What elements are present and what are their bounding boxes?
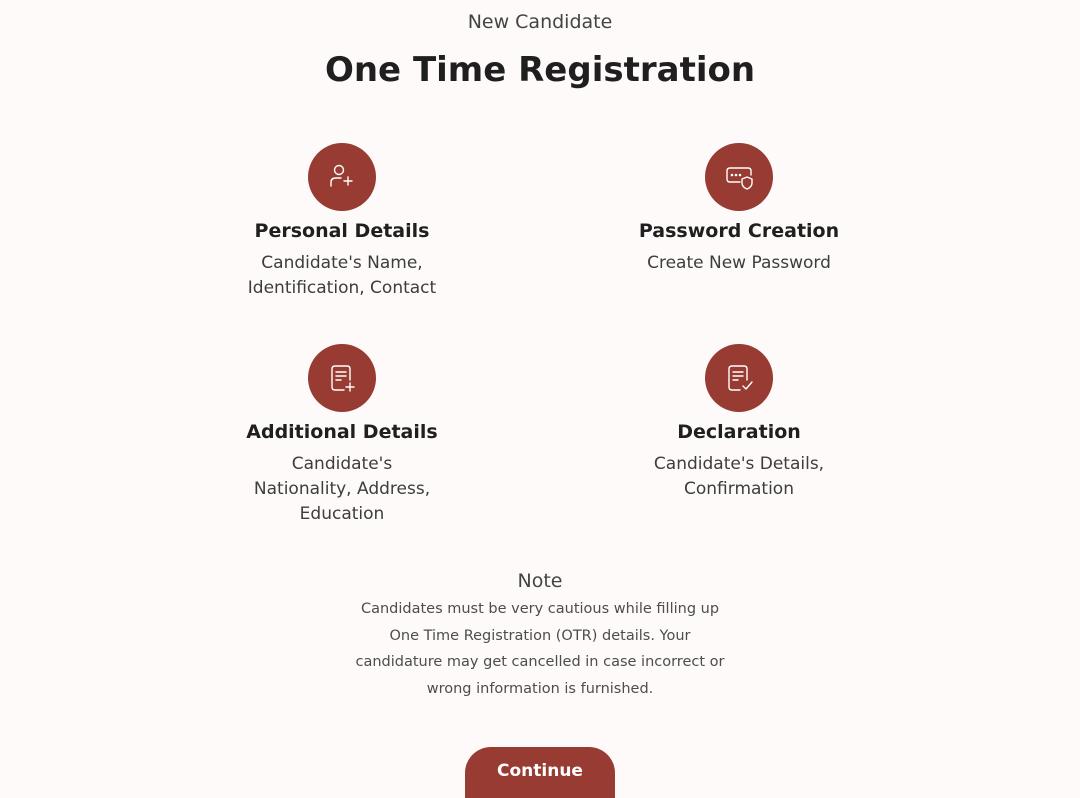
document-check-icon	[705, 344, 773, 412]
step-description-line: Candidate's Name,	[261, 253, 423, 273]
step-title: Personal Details	[254, 220, 430, 242]
step-description-line: Identification, Contact	[247, 278, 437, 298]
step-description	[192, 251, 492, 301]
document-add-icon	[308, 344, 376, 412]
step-title: Declaration	[677, 421, 801, 443]
step-description-line: Create New Password	[647, 253, 831, 273]
note-line: Candidates must be very cautious while filling up	[360, 601, 720, 617]
note-text	[350, 596, 730, 702]
password-shield-icon	[705, 143, 773, 211]
step-password-creation	[589, 143, 889, 276]
step-description	[589, 251, 889, 276]
step-description-line: Candidate's Details,	[653, 454, 825, 474]
step-additional-details	[192, 344, 492, 527]
step-description	[192, 452, 492, 527]
add-user-icon	[308, 143, 376, 211]
step-description-line: Confirmation	[684, 479, 794, 499]
continue-button[interactable]: Continue	[465, 747, 615, 798]
step-description	[589, 452, 889, 502]
note-line: candidature may get cancelled in case incorrect or	[355, 654, 725, 670]
step-description-line: Nationality, Address,	[253, 479, 431, 499]
step-declaration	[589, 344, 889, 502]
note-line: One Time Registration (OTR) details. Your	[389, 627, 691, 644]
note-line: wrong information is furnished.	[426, 680, 654, 697]
note-heading: Note	[517, 570, 563, 592]
page-subtitle: New Candidate	[467, 11, 613, 33]
step-personal-details	[192, 143, 492, 301]
page-title: One Time Registration	[324, 50, 756, 90]
step-title: Additional Details	[246, 421, 438, 443]
step-title: Password Creation	[638, 220, 840, 242]
step-description-line: Candidate's	[291, 454, 393, 474]
step-description-line: Education	[299, 504, 385, 524]
